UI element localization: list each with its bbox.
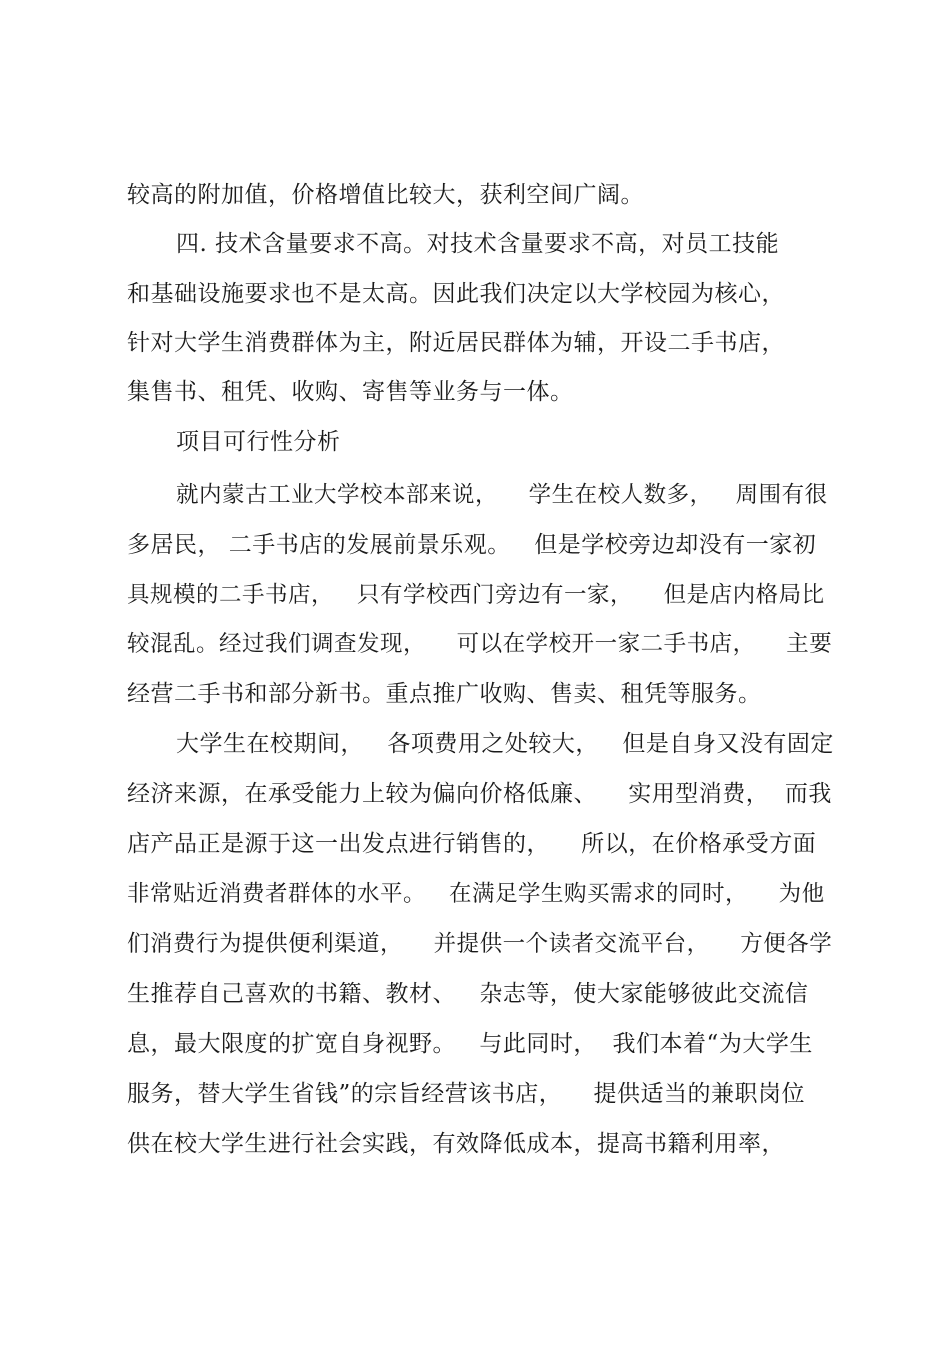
text-line: 息，最大限度的扩宽自身视野。 与此同时， 我们本着“为大学生 <box>127 1031 813 1057</box>
text-line: 经济来源，在承受能力上较为偏向价格低廉、 实用型消费， 而我 <box>127 781 832 807</box>
text-line: 们消费行为提供便利渠道， 并提供一个读者交流平台， 方便各学 <box>127 931 833 957</box>
text-line: 和基础设施要求也不是太高。因此我们决定以大学校园为核心， <box>127 281 785 307</box>
text-line: 店产品正是源于这一出发点进行销售的， 所以，在价格承受方面 <box>127 831 817 857</box>
text-line: 非常贴近消费者群体的水平。 在满足学生购买需求的同时， 为他 <box>127 881 825 907</box>
text-line: 具规模的二手书店， 只有学校西门旁边有一家， 但是店内格局比 <box>127 582 825 608</box>
text-line: 就内蒙古工业大学校本部来说， 学生在校人数多， 周围有很 <box>176 482 828 508</box>
section-heading: 项目可行性分析 <box>176 429 341 455</box>
text-line: 四. 技术含量要求不高。对技术含量要求不高，对员工技能 <box>176 231 780 257</box>
text-line: 较高的附加值，价格增值比较大，获利空间广阔。 <box>127 182 644 208</box>
text-line: 多居民， 二手书店的发展前景乐观。 但是学校旁边却没有一家初 <box>127 532 817 558</box>
text-line: 针对大学生消费群体为主，附近居民群体为辅，开设二手书店， <box>127 330 785 356</box>
text-line: 供在校大学生进行社会实践，有效降低成本，提高书籍利用率， <box>127 1131 785 1157</box>
text-line: 较混乱。经过我们调查发现， 可以在学校开一家二手书店， 主要 <box>127 631 833 657</box>
text-line: 集售书、租凭、收购、寄售等业务与一体。 <box>127 379 574 405</box>
text-line: 大学生在校期间， 各项费用之处较大， 但是自身又没有固定 <box>176 731 834 757</box>
text-line: 服务，替大学生省钱”的宗旨经营该书店， 提供适当的兼职岗位 <box>127 1081 806 1107</box>
text-line: 经营二手书和部分新书。重点推广收购、售卖、租凭等服务。 <box>127 681 762 707</box>
text-line: 生推荐自己喜欢的书籍、教材、 杂志等，使大家能够彼此交流信 <box>127 981 809 1007</box>
